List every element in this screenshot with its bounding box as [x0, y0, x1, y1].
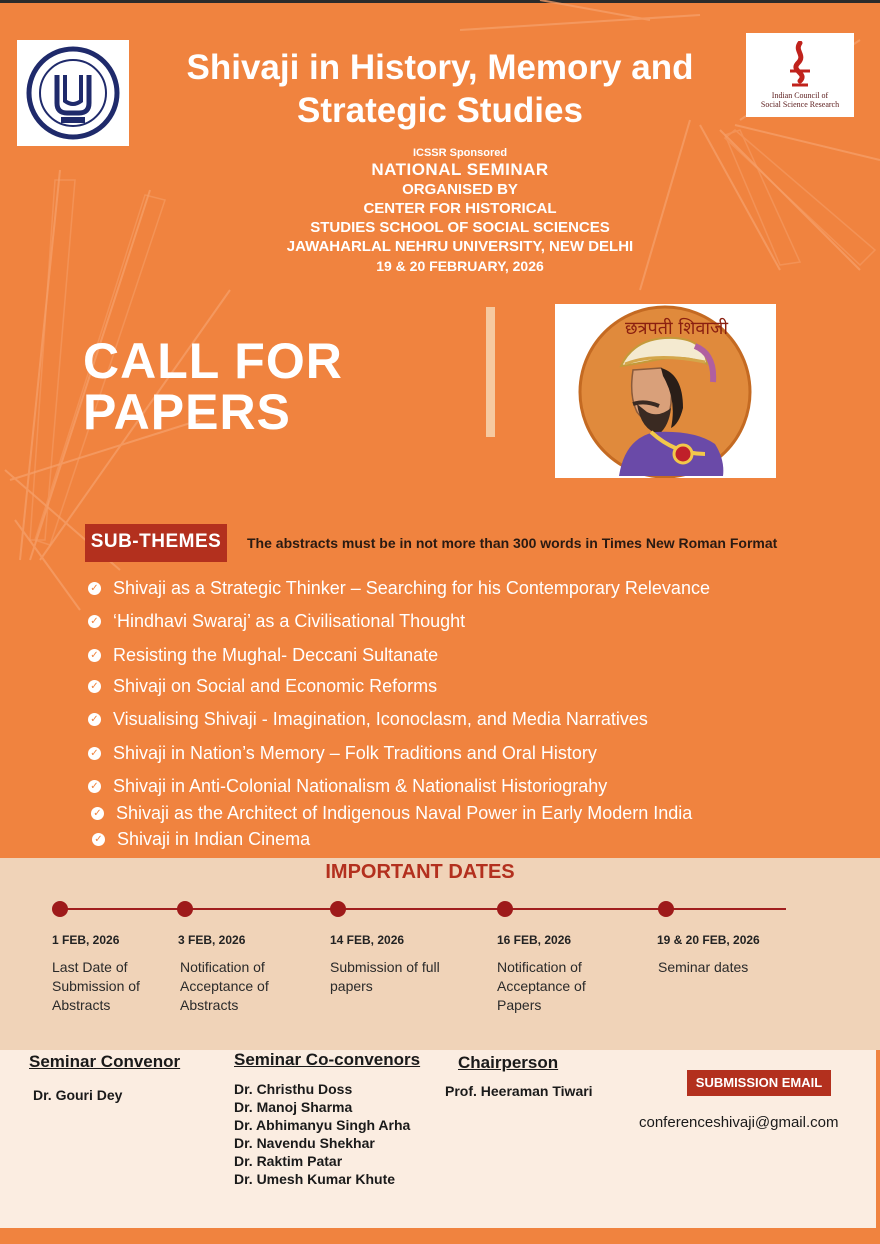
seminar-type: NATIONAL SEMINAR: [371, 160, 549, 179]
organiser-line-3: JAWAHARLAL NEHRU UNIVERSITY, NEW DELHI: [286, 238, 634, 255]
organiser-line-1: CENTER FOR HISTORICAL: [363, 200, 557, 217]
subtheme-text: Shivaji as the Architect of Indigenous Naval Power in Early Modern India: [116, 803, 693, 823]
portrait-caption: छत्रपती शिवाजी: [625, 318, 729, 339]
footer-strip: [0, 1228, 880, 1244]
check-circle-icon: ✓: [88, 747, 101, 760]
organiser-block: [210, 146, 710, 276]
divider-bar: [486, 307, 495, 437]
submission-email-address[interactable]: conferenceshivaji@gmail.com: [639, 1114, 839, 1131]
seminar-title: [150, 46, 730, 132]
subtheme-text: Shivaji as a Strategic Thinker – Searching for his Contemporary Relevance: [113, 578, 710, 598]
timeline-dot: [330, 901, 346, 917]
subtheme-text: Shivaji in Anti-Colonial Nationalism & Nationalist Historiograhy: [113, 776, 608, 796]
timeline-date: 3 FEB, 2026: [178, 933, 246, 947]
subtheme-text: Visualising Shivaji - Imagination, Iconoclasm, and Media Narratives: [113, 709, 648, 729]
coconvenor-name: Dr. Manoj Sharma: [234, 1099, 353, 1115]
subtheme-item: [88, 578, 710, 599]
cfp-line-2: PAPERS: [83, 384, 291, 440]
shivaji-portrait: [555, 304, 776, 478]
call-for-papers-heading: [83, 333, 343, 440]
subtheme-item: [88, 676, 437, 697]
timeline-dot: [52, 901, 68, 917]
subtheme-item: [88, 743, 597, 764]
coconvenors-heading: Seminar Co-convenors: [234, 1050, 421, 1069]
coconvenor-name: Dr. Abhimanyu Singh Arha: [234, 1117, 411, 1133]
subtheme-item: [91, 803, 692, 824]
coconvenor-name: Dr. Christhu Doss: [234, 1081, 353, 1097]
organiser-line-2: STUDIES SCHOOL OF SOCIAL SCIENCES: [310, 219, 610, 236]
timeline-dot: [658, 901, 674, 917]
subtheme-item: [92, 829, 310, 850]
important-dates-panel: [0, 858, 880, 1050]
right-edge-strip: [876, 1050, 880, 1244]
timeline-date: 19 & 20 FEB, 2026: [657, 933, 760, 947]
submission-email-badge: SUBMISSION EMAIL: [687, 1070, 831, 1096]
timeline-description: Last Date of Submission of Abstracts: [52, 959, 140, 1013]
subtheme-item: [88, 611, 465, 632]
portrait-illustration: [555, 304, 776, 478]
timeline-description: Notification of Acceptance of Abstracts: [180, 959, 269, 1013]
timeline-date: 14 FEB, 2026: [330, 933, 405, 947]
timeline-dot: [497, 901, 513, 917]
abstract-word-limit-note: The abstracts must be in not more than 300 words in Times New Roman Format: [247, 535, 778, 551]
subtheme-item: [88, 645, 438, 666]
check-circle-icon: ✓: [92, 833, 105, 846]
organised-by: ORGANISED BY: [402, 181, 518, 198]
timeline-description: Seminar dates: [658, 959, 749, 975]
check-circle-icon: ✓: [91, 807, 104, 820]
convenor-name: Dr. Gouri Dey: [33, 1087, 123, 1103]
check-circle-icon: ✓: [88, 713, 101, 726]
chairperson-name: Prof. Heeraman Tiwari: [445, 1083, 593, 1099]
title-line-1: Shivaji in History, Memory and: [186, 48, 694, 87]
icssr-logo-text-2: Social Science Research: [760, 100, 840, 109]
subtheme-item: [88, 776, 607, 797]
important-dates-title: IMPORTANT DATES: [325, 861, 515, 883]
title-line-2: Strategic Studies: [297, 91, 583, 130]
coconvenor-name: Dr. Umesh Kumar Khute: [234, 1171, 396, 1187]
timeline-description: Notification of Acceptance of Papers: [497, 959, 586, 1013]
timeline-date: 16 FEB, 2026: [497, 933, 572, 947]
jnu-logo: [17, 40, 129, 146]
convenor-heading: Seminar Convenor: [29, 1052, 181, 1071]
coconvenor-name: Dr. Raktim Patar: [234, 1153, 343, 1169]
cfp-line-1: CALL FOR: [83, 333, 343, 389]
check-circle-icon: ✓: [88, 615, 101, 628]
sponsor-text: ICSSR Sponsored: [412, 147, 508, 159]
chairperson-heading: Chairperson: [458, 1053, 559, 1072]
check-circle-icon: ✓: [88, 680, 101, 693]
check-circle-icon: ✓: [88, 649, 101, 662]
jnu-emblem-icon: [25, 45, 121, 141]
seminar-dates: 19 & 20 FEBRUARY, 2026: [376, 258, 544, 274]
check-circle-icon: ✓: [88, 582, 101, 595]
icssr-logo-text-1: Indian Council of: [771, 91, 829, 100]
subtheme-text: Shivaji in Nation’s Memory – Folk Traditions and Oral History: [113, 743, 597, 763]
check-circle-icon: ✓: [88, 780, 101, 793]
subtheme-text: Resisting the Mughal- Deccani Sultanate: [113, 645, 439, 665]
subtheme-text: Shivaji on Social and Economic Reforms: [113, 676, 438, 696]
icssr-emblem-icon: [782, 41, 818, 89]
subtheme-text: Shivaji in Indian Cinema: [117, 829, 311, 849]
coconvenor-name: Dr. Navendu Shekhar: [234, 1135, 375, 1151]
subthemes-badge: SUB-THEMES: [85, 524, 227, 562]
subtheme-item: [88, 709, 648, 730]
timeline-date: 1 FEB, 2026: [52, 933, 120, 947]
icssr-logo: [746, 33, 854, 117]
timeline-line: [60, 908, 786, 910]
subtheme-text: ‘Hindhavi Swaraj’ as a Civilisational Thought: [113, 611, 466, 631]
timeline-dot: [177, 901, 193, 917]
timeline-description: Submission of full papers: [330, 959, 440, 994]
